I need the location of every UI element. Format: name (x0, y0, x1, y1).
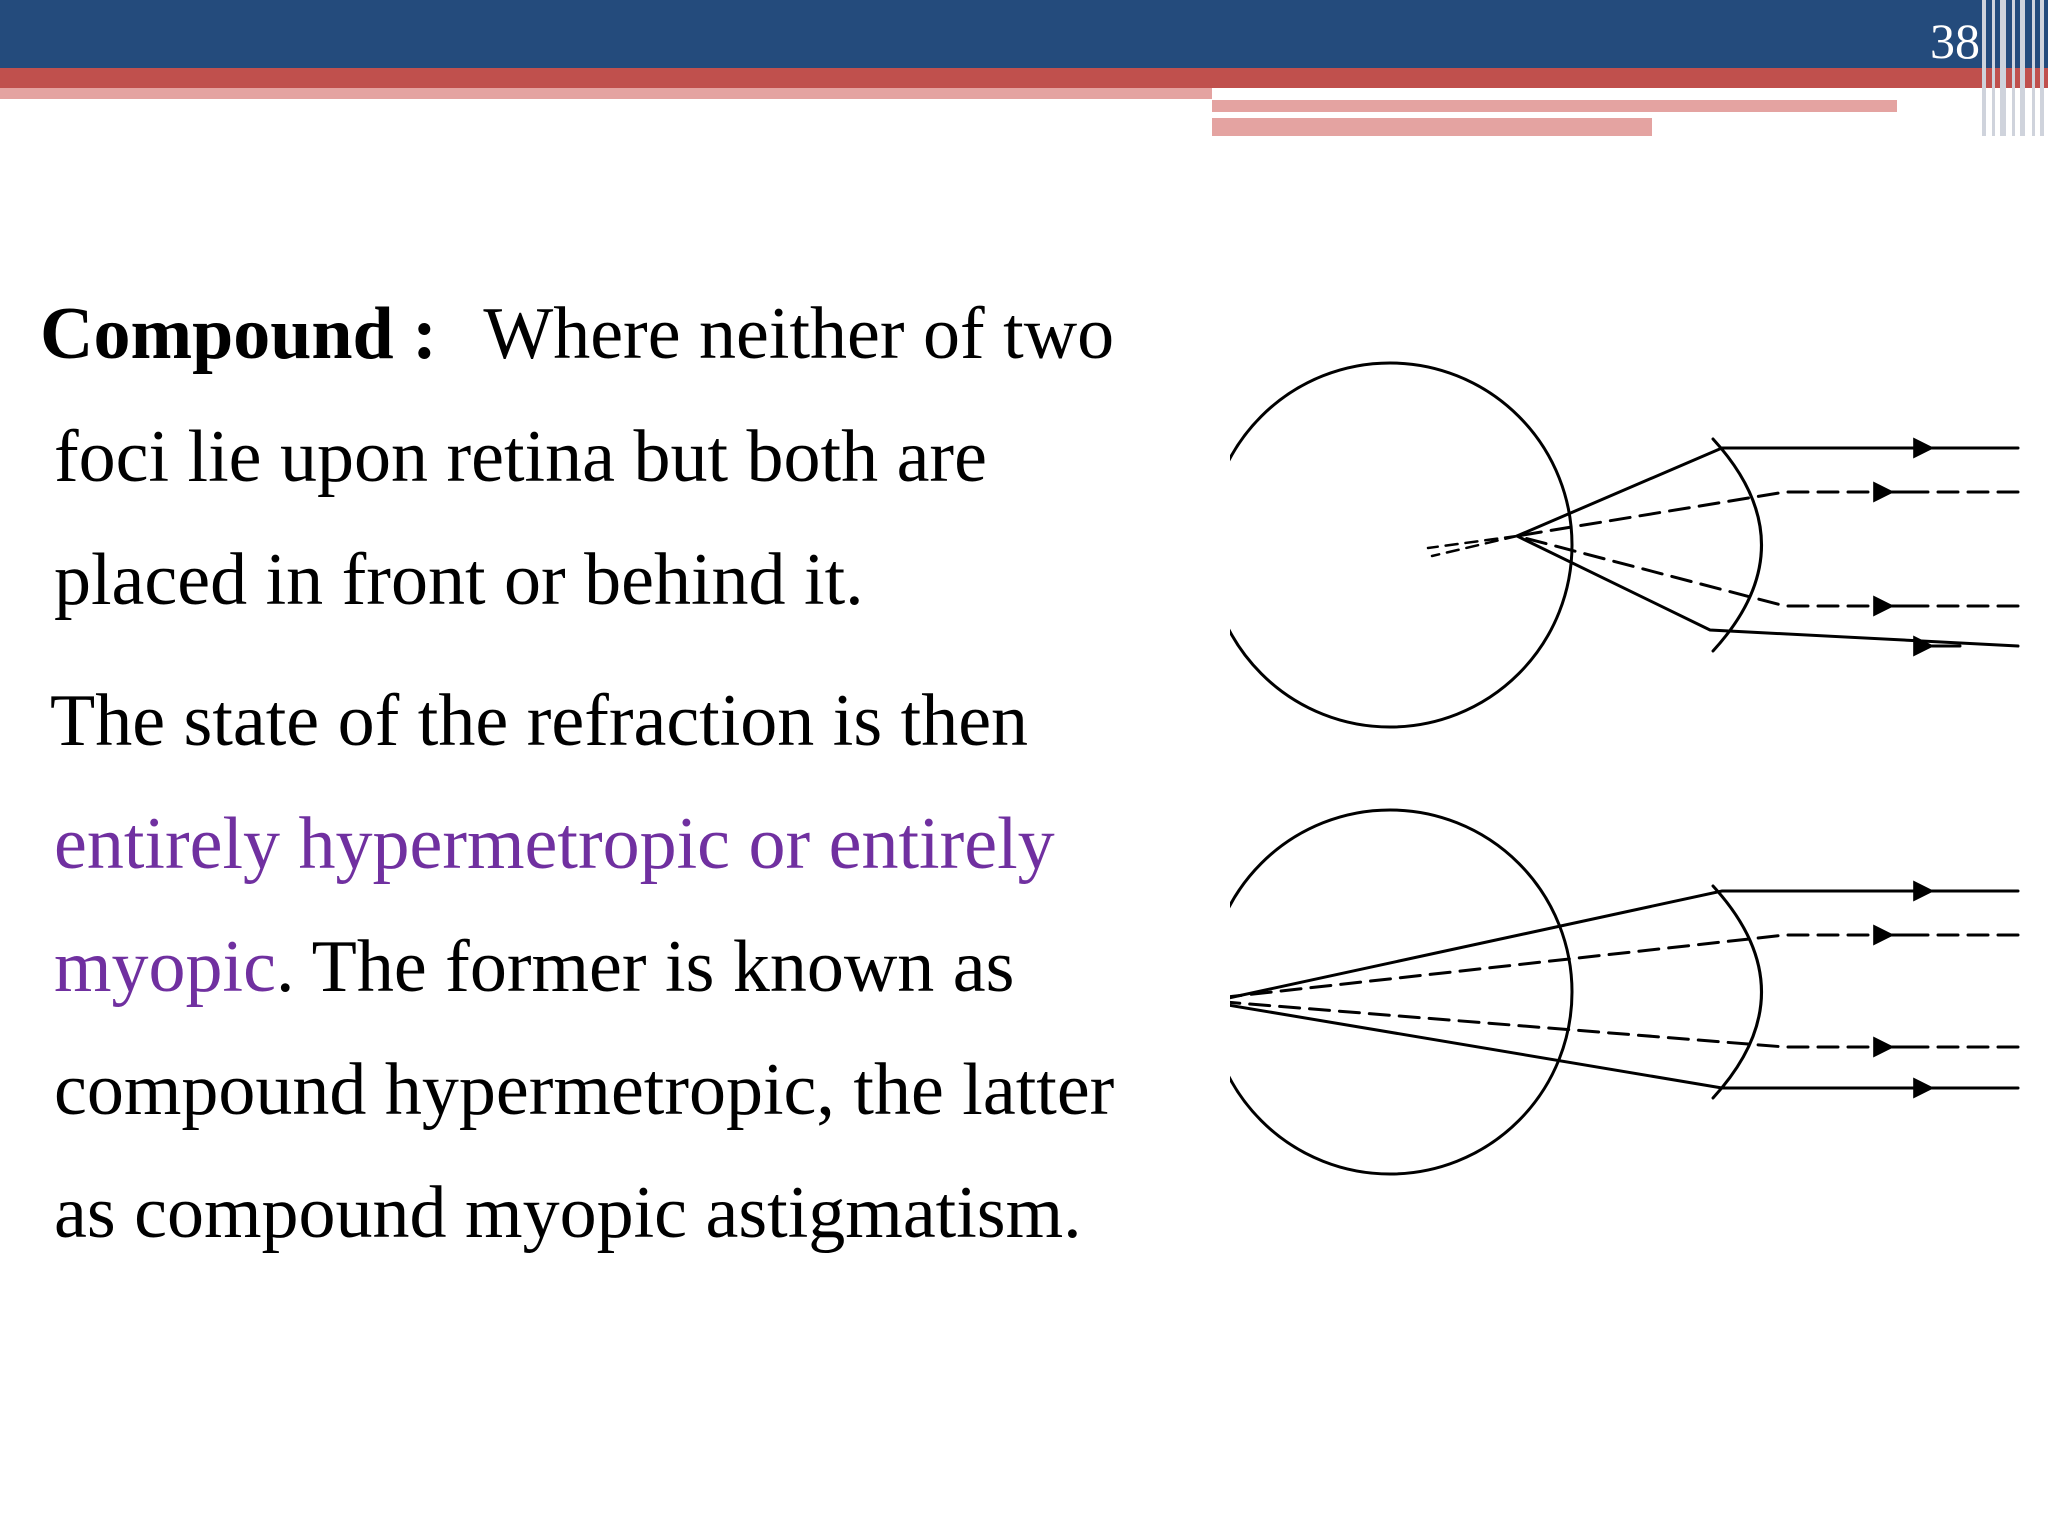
header-stripe-red (0, 68, 2048, 88)
header-vertical-stripes (1982, 0, 2048, 136)
text-line-6-rest: . The former is known as (275, 926, 1015, 1008)
text-line-6 (54, 926, 1015, 1008)
text-line-4: The state of the refraction is then (50, 680, 1029, 762)
text-line-3: placed in front or behind it. (54, 539, 864, 621)
header-stripe-pink-lower (1212, 118, 1652, 136)
header-stripe-pink (0, 88, 1212, 99)
page-number: 38 (1930, 13, 1980, 69)
text-line-2: foci lie upon retina but both are (54, 416, 987, 498)
header-banner (0, 0, 2048, 68)
astigmatism-eye-diagrams (1230, 340, 2048, 1200)
eye-diagram-hypermetropic (1230, 810, 2018, 1174)
eye-diagram-myopic (1230, 363, 2018, 727)
text-line-1 (40, 293, 1115, 375)
text-line-8: as compound myopic astigmatism. (54, 1172, 1082, 1254)
term-heading: Compound : (40, 293, 437, 375)
text-line-7: compound hypermetropic, the latter (54, 1049, 1115, 1131)
term-definition-start: Where neither of two (483, 293, 1115, 375)
header-stripe-pink-right (1212, 100, 1897, 112)
text-line-5: entirely hypermetropic or entirely (54, 803, 1055, 885)
highlight-myopic: myopic (54, 926, 276, 1008)
